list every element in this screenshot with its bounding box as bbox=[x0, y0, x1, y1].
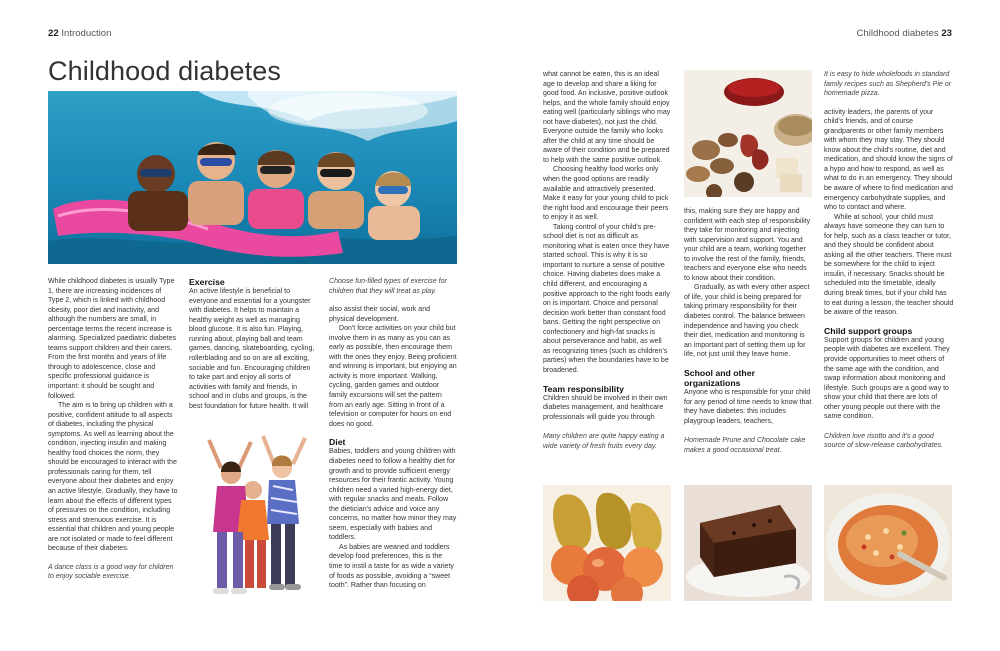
children-jumping-photo bbox=[189, 428, 317, 600]
children-in-swimming-pool-photo bbox=[48, 91, 457, 264]
paragraph: this, making sure they are happy and confident with each step of responsibility they take for monitoring and injecting with supervision and support. You and your child are a team, working together to involve the rest of the family, friends, teachers and everyone else who needs to know about their condition. bbox=[684, 208, 811, 282]
paragraph: what cannot be eaten, this is an ideal age to develop and share a liking for good food. An inclusive, positive outlook helps, and the whole family should enjoy eating well (particularly siblings who may not have diabetes), not just the child. Everyone outside the family who looks after the child at any time should be aware of their condition and be prepared to help with the same positive outlook. bbox=[543, 71, 671, 164]
left-running-head bbox=[48, 28, 111, 39]
paragraph: Taking control of your child's pre-school diet is not as difficult as monitoring what is eaten once they have started school. This is why it is so important to nurture a sense of positive choice. Having diabetes does make a child different, and encouraging a positive approach to the right foods early on is important. Choice and personal decision work better than constant food bans. Getting the right perspective on confectionery and high-fat snacks is about perseverance and habit, as well as recognizing times (such as children's parties) when the boundaries have to be broadened. bbox=[543, 223, 670, 374]
left-page-number: 22 bbox=[48, 28, 59, 39]
paragraph: While childhood diabetes is usually Type 1, there are increasing incidences of Type 2, which is linked with childhood obesity, poor diet and inactivity, and although the numbers are small, in percentage terms the recent increase is alarming. Specialized paediatric diabetes teams support children and their carers. From the first months and years of life through to adolescence, close and specific professional guidance is important: it should be sought and followed. bbox=[48, 278, 177, 400]
right-page-number: 23 bbox=[941, 28, 952, 39]
diet-heading: Diet bbox=[329, 437, 346, 448]
paragraph: also assist their social, work and physical development. bbox=[329, 306, 431, 323]
paragraph: While at school, your child must always have someone they can turn to for help, such as a class teacher or tutor, and they should be confident about asking all the other teachers. There must be somewhere for the child to inject insulin, if necessary. Snacks should be scheduled into the timetable, ideally during break times, but if your child has to eat during a lesson, the teacher should be aware of the reason. bbox=[824, 213, 954, 317]
wholefoods-photo-caption: It is easy to hide wholefoods in standard family recipes such as Shepherd's Pie or homemade pizza. bbox=[824, 71, 952, 98]
paragraph: Gradually, as with every other aspect of life, your child is being prepared for taking primary responsibility for their diabetes control. The balance between independence and having you check their diet, medication and monitoring is an important part of setting them up for life, not just until they leave home. bbox=[684, 284, 810, 359]
chocolate-cake-photo bbox=[684, 485, 812, 601]
right-running-head bbox=[857, 28, 953, 39]
wholefoods-photo bbox=[684, 70, 812, 197]
paragraph: The aim is to bring up children with a positive, confident attitude to all aspects of diabetes, including the physical symptoms. As well as learning about the condition, injecting insulin and making healthy food choices the norm, they should be encouraged to interact with the professionals caring for them, tell everyone about their diabetes and enjoy an active lifestyle. Gradually, they have to learn about the effects of different types of pressures on the condition, including stress and strenuous exercise. It is essential that children and young people are not isolated or made to feel different because of their diabetes. bbox=[48, 402, 178, 553]
team-responsibility-heading: Team responsibility bbox=[543, 383, 624, 394]
right-section-name: Childhood diabetes bbox=[856, 28, 939, 39]
paragraph: Anyone who is responsible for your child for any period of time needs to know that they have diabetes: this includes playgroup leaders, teachers, bbox=[684, 389, 812, 425]
risotto-photo bbox=[824, 485, 952, 601]
paragraph: Babies, toddlers and young children with diabetes need to follow a healthy diet for growth and to provide sufficient energy resources for their frantic activity. Young children need a varied high-energy diet, with regular snacks and meals. Follow the dietician's advice and voice any concerns, no matter how minor they may seem, especially with babies and toddlers. bbox=[329, 448, 457, 542]
paragraph: As babies are weaned and toddlers develop food preferences, this is the time to instil a taste for as wide a variety of foods as possible, avoiding a “sweet tooth”. Rather than focusing on bbox=[329, 543, 454, 590]
school-organizations-heading: School and other organizations bbox=[684, 367, 755, 388]
risotto-photo-caption: Children love risotto and it's a good source of slow-release carbohydrates. bbox=[824, 432, 944, 450]
column-6 bbox=[824, 70, 954, 451]
exercise-photo-caption: Choose fun-filled types of exercise for children that they will treat as play. bbox=[329, 278, 447, 295]
fruit-photo bbox=[543, 485, 671, 601]
exercise-heading: Exercise bbox=[189, 277, 225, 287]
column-1 bbox=[48, 277, 178, 582]
column-5 bbox=[684, 207, 812, 455]
paragraph: activity leaders, the parents of your child's friends, and of course grandparents or other family members with whom they may stay. They should know about the child's routine, diet and medication, and should know the signs of a hypo and how to respond, as well as what to do in an emergency. They should be aware of where to find medication and emergency carbohydrate supplies, and who to contact and where. bbox=[824, 108, 953, 212]
left-section-name: Introduction bbox=[61, 28, 112, 39]
paragraph: Support groups for children and young people with diabetes are excellent. They provide opportunities to meet others of the same age with the condition, and swap information about monitoring and lifestyle. Such groups are a good way to show your child that there are lots of other young people out there with the same condition. bbox=[824, 336, 950, 421]
page-title: Childhood diabetes bbox=[48, 56, 281, 86]
column-4 bbox=[543, 70, 671, 451]
paragraph: An active lifestyle is beneficial to everyone and essential for a youngster with diabetes. It helps to maintain a healthy weight as well as managing blood glucose. It is also fun. Playing, running about, playing ball and team games, dancing, skateboarding, cycling, rollerblading and so on are all exciting, sociable and fun. Encouraging children to take part and enjoy all sorts of activities with family and friends, in school and in clubs and groups, is the best foundation for future health. It will bbox=[189, 288, 315, 410]
child-support-groups-heading: Child support groups bbox=[824, 325, 913, 336]
dance-class-caption: A dance class is a good way for children to enjoy sociable exercise. bbox=[48, 563, 174, 581]
column-3 bbox=[329, 277, 457, 591]
paragraph: Choosing healthy food works only when the good options are readily available and attractively presented. Make it easy for your young child to pick the right food and encourage their peers to enjoy it as well. bbox=[543, 166, 669, 222]
cake-photo-caption: Homemade Prune and Chocolate cake makes a good occasional treat. bbox=[684, 437, 806, 454]
fruit-photo-caption: Many children are quite happy eating a wide variety of fresh fruits every day. bbox=[543, 433, 665, 450]
column-2 bbox=[189, 277, 317, 411]
paragraph: Children should be involved in their own diabetes management, and healthcare professionals will guide you through bbox=[543, 394, 668, 421]
paragraph: Don't force activities on your child but involve them in as many as you can as early as possible, then encourage them with the ones they enjoy. Being proficient and winning is important, but enjoying an activity is more important. Walking, cycling, garden games and outdoor family excursions will set the pattern from an early age. Sitting in front of a television or computer for hours on end does no good. bbox=[329, 325, 457, 428]
